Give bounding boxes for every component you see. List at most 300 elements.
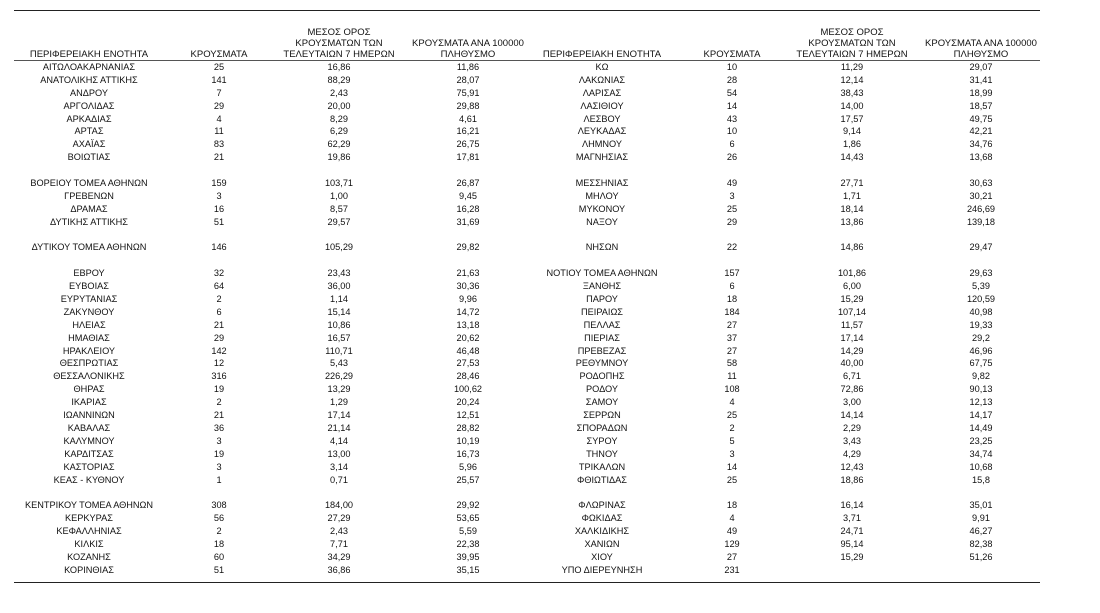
- cell-region: ΧΑΛΚΙΔΙΚΗΣ: [574, 526, 630, 537]
- cell-avg7: 34,29: [327, 551, 351, 562]
- top-rule: [14, 10, 1040, 11]
- cell-cases: 51: [213, 564, 225, 575]
- cell-region: ΔΥΤΙΚΟΥ ΤΟΜΕΑ ΑΘΗΝΩΝ: [31, 242, 147, 253]
- cell-avg7: 14,43: [840, 152, 864, 163]
- cell-avg7: 62,29: [327, 139, 351, 150]
- cell-cases: 37: [726, 332, 738, 343]
- cell-avg7: 2,43: [330, 526, 348, 537]
- table-row: [14, 474, 527, 487]
- cell-per100k: 139,18: [966, 216, 996, 227]
- cell-region: ΗΜΑΘΙΑΣ: [68, 332, 110, 343]
- cell-cases: 108: [724, 384, 740, 395]
- cell-region: ΛΑΣΙΘΙΟΥ: [580, 100, 624, 111]
- cell-cases: 4: [729, 513, 735, 524]
- cell-region: ΛΑΚΩΝΙΑΣ: [578, 74, 626, 85]
- cell-region: ΦΛΩΡΙΝΑΣ: [578, 500, 626, 511]
- cell-per100k: 29,92: [456, 500, 480, 511]
- cell-region: ΣΑΜΟΥ: [585, 397, 619, 408]
- cell-avg7: 11,29: [840, 62, 864, 72]
- cell-per100k: 46,27: [969, 526, 993, 537]
- cell-cases: 29: [213, 100, 225, 111]
- cell-avg7: 6,29: [330, 126, 348, 137]
- table-row: [14, 525, 527, 538]
- cell-per100k: 10,19: [456, 435, 480, 446]
- cell-region: ΑΧΑΪΑΣ: [72, 139, 106, 150]
- cell-region: ΚΑΒΑΛΑΣ: [67, 422, 111, 433]
- cell-per100k: 31,41: [969, 74, 993, 85]
- cell-per100k: 22,38: [456, 538, 480, 549]
- cell-per100k: 9,96: [459, 294, 477, 305]
- cell-region: ΘΕΣΠΡΩΤΙΑΣ: [59, 358, 119, 369]
- cell-per100k: 9,91: [972, 513, 990, 524]
- cell-per100k: 34,76: [969, 139, 993, 150]
- cell-avg7: 21,14: [327, 422, 351, 433]
- cell-region: ΠΙΕΡΙΑΣ: [584, 332, 620, 343]
- table-row: [14, 87, 527, 100]
- cell-cases: 308: [211, 500, 227, 511]
- cell-region: ΞΑΝΘΗΣ: [582, 281, 622, 292]
- cell-avg7: 1,86: [843, 139, 861, 150]
- cell-cases: 60: [213, 551, 225, 562]
- cell-per100k: 16,28: [456, 203, 480, 214]
- cell-avg7: 3,43: [843, 435, 861, 446]
- cell-cases: 21: [213, 152, 225, 163]
- cell-per100k: 23,25: [969, 435, 993, 446]
- cell-region: ΙΩΑΝΝΙΝΩΝ: [63, 410, 115, 421]
- cell-cases: 157: [724, 268, 740, 279]
- cell-avg7: 16,57: [327, 332, 351, 343]
- table-row: [14, 512, 527, 525]
- table-row: [14, 241, 527, 254]
- cell-per100k: 25,57: [456, 474, 480, 485]
- cell-cases: 3: [216, 435, 222, 446]
- cell-cases: 43: [726, 113, 738, 124]
- table-row: [527, 345, 1040, 358]
- cell-cases: 231: [724, 564, 740, 575]
- cell-avg7: 14,14: [840, 410, 864, 421]
- cell-cases: 22: [726, 242, 738, 253]
- cell-per100k: 5,96: [459, 461, 477, 472]
- table-row: [14, 74, 527, 87]
- table-row: [527, 551, 1040, 564]
- cell-cases: 2: [729, 422, 735, 433]
- table-row: [527, 564, 1040, 577]
- cell-cases: 159: [211, 178, 227, 189]
- cell-region: ΣΥΡΟΥ: [586, 435, 618, 446]
- cell-cases: 21: [213, 410, 225, 421]
- cell-per100k: 5,59: [459, 526, 477, 537]
- table-row: [527, 409, 1040, 422]
- cell-per100k: 29,88: [456, 100, 480, 111]
- cell-cases: 27: [726, 551, 738, 562]
- header-cases: ΚΡΟΥΣΜΑΤΑ: [190, 49, 248, 60]
- cell-per100k: 28,82: [456, 422, 480, 433]
- cell-avg7: 6,71: [843, 371, 861, 382]
- cell-region: ΤΡΙΚΑΛΩΝ: [578, 461, 626, 472]
- header-avg7: ΜΕΣΟΣ ΟΡΟΣ ΚΡΟΥΣΜΑΤΩΝ ΤΩΝ ΤΕΛΕΥΤΑΙΩΝ 7 ΗΜΕΡΩΝ: [283, 27, 395, 60]
- cell-cases: 25: [726, 410, 738, 421]
- cell-cases: 10: [726, 126, 738, 137]
- cell-avg7: 1,71: [843, 190, 861, 201]
- cell-region: ΒΟΙΩΤΙΑΣ: [67, 152, 111, 163]
- cell-region: ΠΕΙΡΑΙΩΣ: [581, 306, 623, 317]
- cell-region: ΦΘΙΩΤΙΔΑΣ: [576, 474, 627, 485]
- cell-avg7: 17,14: [327, 410, 351, 421]
- cell-avg7: 9,14: [843, 126, 861, 137]
- cell-per100k: 21,63: [456, 268, 480, 279]
- cell-per100k: 18,99: [969, 87, 993, 98]
- cell-region: ΠΑΡΟΥ: [586, 294, 618, 305]
- cell-cases: 51: [213, 216, 225, 227]
- cell-avg7: 13,29: [327, 384, 351, 395]
- table-row: [14, 177, 527, 190]
- table-row: [527, 177, 1040, 190]
- table-row: [14, 383, 527, 396]
- cell-region: ΑΙΤΩΛΟΑΚΑΡΝΑΝΙΑΣ: [42, 62, 136, 72]
- cell-avg7: 105,29: [324, 242, 354, 253]
- cell-cases: 25: [726, 474, 738, 485]
- spacer-row: [14, 164, 527, 177]
- cell-cases: 19: [213, 384, 225, 395]
- cell-per100k: 16,73: [456, 448, 480, 459]
- cell-cases: 27: [726, 319, 738, 330]
- cell-region: ΙΚΑΡΙΑΣ: [71, 397, 107, 408]
- cell-region: ΚΙΛΚΙΣ: [74, 538, 104, 549]
- cell-region: ΖΑΚΥΝΘΟΥ: [63, 306, 115, 317]
- cell-region: ΑΡΓΟΛΙΔΑΣ: [63, 100, 115, 111]
- cell-per100k: 29,07: [969, 62, 993, 72]
- cell-region: ΘΕΣΣΑΛΟΝΙΚΗΣ: [53, 371, 125, 382]
- header-per100k: ΚΡΟΥΣΜΑΤΑ ΑΝΑ 100000 ΠΛΗΘΥΣΜΟ: [412, 38, 524, 60]
- cell-avg7: 15,29: [840, 294, 864, 305]
- cell-avg7: 16,14: [840, 500, 864, 511]
- spacer-row: [527, 486, 1040, 499]
- cell-cases: 4: [216, 113, 222, 124]
- table-row: [14, 370, 527, 383]
- cell-avg7: 17,14: [840, 332, 864, 343]
- cell-avg7: 15,14: [327, 306, 351, 317]
- cell-per100k: 13,68: [969, 152, 993, 163]
- table-row: [14, 409, 527, 422]
- cell-cases: 2: [216, 526, 222, 537]
- cell-per100k: 16,21: [456, 126, 480, 137]
- cell-cases: 11: [727, 371, 737, 382]
- cell-avg7: 12,14: [840, 74, 864, 85]
- cell-per100k: 14,72: [456, 306, 480, 317]
- header-per100k: ΚΡΟΥΣΜΑΤΑ ΑΝΑ 100000 ΠΛΗΘΥΣΜΟ: [925, 38, 1037, 60]
- cell-region: ΧΙΟΥ: [591, 551, 613, 562]
- cell-region: ΡΟΔΟΠΗΣ: [579, 371, 625, 382]
- cell-per100k: 12,51: [456, 410, 480, 421]
- cell-cases: 49: [726, 526, 738, 537]
- table-row: [527, 370, 1040, 383]
- cell-per100k: 5,39: [972, 281, 990, 292]
- cell-region: ΚΑΛΥΜΝΟΥ: [63, 435, 115, 446]
- cell-avg7: 8,29: [330, 113, 348, 124]
- cell-region: ΕΒΡΟΥ: [73, 268, 105, 279]
- cell-avg7: 2,29: [843, 422, 861, 433]
- cell-per100k: 82,38: [969, 538, 993, 549]
- cell-region: ΜΑΓΝΗΣΙΑΣ: [575, 152, 629, 163]
- cell-region: ΣΕΡΡΩΝ: [583, 410, 621, 421]
- table-row: [527, 267, 1040, 280]
- table-row: [14, 357, 527, 370]
- table-row: [527, 538, 1040, 551]
- cell-region: ΔΡΑΜΑΣ: [70, 203, 108, 214]
- cell-per100k: 49,75: [969, 113, 993, 124]
- cell-per100k: 46,96: [969, 345, 993, 356]
- cell-per100k: 42,21: [969, 126, 993, 137]
- table-row: [14, 422, 527, 435]
- cell-avg7: 88,29: [327, 74, 351, 85]
- right-rows: [527, 61, 1040, 577]
- table-row: [14, 538, 527, 551]
- cell-per100k: 9,45: [459, 190, 477, 201]
- header-region: ΠΕΡΙΦΕΡΕΙΑΚΗ ΕΝΟΤΗΤΑ: [542, 49, 662, 60]
- cell-per100k: 28,07: [456, 74, 480, 85]
- spacer-row: [14, 486, 527, 499]
- cell-per100k: 10,68: [969, 461, 993, 472]
- cell-cases: 146: [211, 242, 227, 253]
- header-avg7: ΜΕΣΟΣ ΟΡΟΣ ΚΡΟΥΣΜΑΤΩΝ ΤΩΝ ΤΕΛΕΥΤΑΙΩΝ 7 ΗΜΕΡΩΝ: [796, 27, 908, 60]
- cell-cases: 32: [213, 268, 225, 279]
- table-row: [527, 448, 1040, 461]
- cell-per100k: 4,61: [459, 113, 477, 124]
- cell-avg7: 72,86: [840, 384, 864, 395]
- cell-region: ΚΟΡΙΝΘΙΑΣ: [64, 564, 114, 575]
- table-row: [527, 138, 1040, 151]
- table-row: [14, 551, 527, 564]
- cell-region: ΜΗΛΟΥ: [585, 190, 619, 201]
- cell-region: ΕΥΡΥΤΑΝΙΑΣ: [60, 294, 118, 305]
- spacer-row: [14, 254, 527, 267]
- cell-cases: 18: [726, 294, 738, 305]
- table-row: [527, 319, 1040, 332]
- cell-region: ΗΡΑΚΛΕΙΟΥ: [62, 345, 116, 356]
- header-rule: [14, 60, 1040, 61]
- cell-per100k: 31,69: [456, 216, 480, 227]
- table-row: [527, 280, 1040, 293]
- table-row: [527, 87, 1040, 100]
- cell-cases: 49: [726, 178, 738, 189]
- cell-region: ΛΕΣΒΟΥ: [583, 113, 621, 124]
- cell-region: ΗΛΕΙΑΣ: [72, 319, 106, 330]
- table-row: [14, 293, 527, 306]
- cell-per100k: 29,2: [972, 332, 990, 343]
- table-row: [14, 461, 527, 474]
- table-row: [527, 396, 1040, 409]
- cell-avg7: 226,29: [324, 371, 354, 382]
- table-row: [14, 203, 527, 216]
- cell-region: ΚΑΣΤΟΡΙΑΣ: [63, 461, 115, 472]
- cell-avg7: 15,29: [840, 551, 864, 562]
- cell-region: ΚΑΡΔΙΤΣΑΣ: [64, 448, 114, 459]
- cell-per100k: 35,01: [969, 500, 993, 511]
- cell-cases: 26: [726, 152, 738, 163]
- cell-cases: 11: [214, 126, 224, 137]
- cell-avg7: 14,29: [840, 345, 864, 356]
- cell-cases: 4: [729, 397, 735, 408]
- cell-cases: 142: [211, 345, 227, 356]
- cell-avg7: 23,43: [327, 268, 351, 279]
- table-row: [527, 422, 1040, 435]
- cell-region: ΚΟΖΑΝΗΣ: [67, 551, 111, 562]
- table-row: [527, 461, 1040, 474]
- table-row: [527, 113, 1040, 126]
- table-row: [14, 499, 527, 512]
- cell-cases: 3: [729, 190, 735, 201]
- cell-per100k: 34,74: [969, 448, 993, 459]
- cell-avg7: 3,00: [843, 397, 861, 408]
- cell-avg7: 10,86: [327, 319, 351, 330]
- table-row: [527, 383, 1040, 396]
- cell-region: ΥΠΟ ΔΙΕΡΕΥΝΗΣΗ: [561, 564, 643, 575]
- cell-region: ΣΠΟΡΑΔΩΝ: [576, 422, 628, 433]
- cell-region: ΔΥΤΙΚΗΣ ΑΤΤΙΚΗΣ: [50, 216, 128, 227]
- cell-avg7: 38,43: [840, 87, 864, 98]
- cell-cases: 6: [216, 306, 222, 317]
- table-row: [527, 474, 1040, 487]
- bottom-rule: [14, 582, 1040, 583]
- table-row: [14, 306, 527, 319]
- cell-avg7: 101,86: [837, 268, 867, 279]
- cell-per100k: 14,49: [969, 422, 993, 433]
- cell-avg7: 14,86: [840, 242, 864, 253]
- table-row: [527, 61, 1040, 74]
- cell-per100k: 120,59: [966, 294, 996, 305]
- cell-avg7: 0,71: [330, 474, 348, 485]
- table-row: [527, 525, 1040, 538]
- cell-region: ΚΕΡΚΥΡΑΣ: [65, 513, 113, 524]
- table-row: [527, 190, 1040, 203]
- cell-region: ΑΡΚΑΔΙΑΣ: [66, 113, 112, 124]
- cell-cases: 21: [213, 319, 225, 330]
- cell-per100k: 246,69: [966, 203, 996, 214]
- cell-region: ΑΝΑΤΟΛΙΚΗΣ ΑΤΤΙΚΗΣ: [40, 74, 138, 85]
- cell-per100k: 30,21: [969, 190, 993, 201]
- table-row: [527, 293, 1040, 306]
- spacer-row: [527, 254, 1040, 267]
- cell-per100k: 100,62: [453, 384, 483, 395]
- cell-cases: 36: [213, 422, 225, 433]
- table-row: [14, 100, 527, 113]
- table-row: [527, 74, 1040, 87]
- cell-per100k: 40,98: [969, 306, 993, 317]
- cell-cases: 18: [726, 500, 738, 511]
- cell-per100k: 35,15: [456, 564, 480, 575]
- cell-per100k: 29,47: [969, 242, 993, 253]
- cell-cases: 12: [213, 358, 225, 369]
- table-row: [527, 241, 1040, 254]
- cell-region: ΚΩ: [595, 62, 609, 72]
- cell-per100k: 51,26: [969, 551, 993, 562]
- cell-cases: 27: [726, 345, 738, 356]
- table-row: [14, 564, 527, 577]
- table-row: [527, 512, 1040, 525]
- cell-avg7: 17,57: [840, 113, 864, 124]
- cell-per100k: 12,13: [969, 397, 993, 408]
- cell-per100k: 20,62: [456, 332, 480, 343]
- table-row: [527, 499, 1040, 512]
- cell-avg7: 16,86: [327, 62, 351, 72]
- table-row: [14, 332, 527, 345]
- cell-cases: 29: [213, 332, 225, 343]
- spacer-row: [527, 229, 1040, 242]
- cell-per100k: 26,87: [456, 178, 480, 189]
- cell-region: ΚΕΝΤΡΙΚΟΥ ΤΟΜΕΑ ΑΘΗΝΩΝ: [24, 500, 154, 511]
- cell-avg7: 6,00: [843, 281, 861, 292]
- cell-avg7: 11,57: [840, 319, 864, 330]
- cell-cases: 141: [211, 74, 227, 85]
- cell-avg7: 3,14: [330, 461, 348, 472]
- header-region: ΠΕΡΙΦΕΡΕΙΑΚΗ ΕΝΟΤΗΤΑ: [29, 49, 149, 60]
- cell-avg7: 8,57: [330, 203, 348, 214]
- cell-region: ΓΡΕΒΕΝΩΝ: [64, 190, 114, 201]
- table-row: [14, 190, 527, 203]
- cell-per100k: 14,17: [969, 410, 993, 421]
- cell-per100k: 29,82: [456, 242, 480, 253]
- cell-per100k: 26,75: [456, 139, 480, 150]
- table-row: [14, 267, 527, 280]
- cell-cases: 316: [211, 371, 227, 382]
- table-row: [14, 61, 527, 74]
- cell-per100k: 30,36: [456, 281, 480, 292]
- cell-cases: 129: [724, 538, 740, 549]
- cell-avg7: 36,86: [327, 564, 351, 575]
- cell-per100k: 28,46: [456, 371, 480, 382]
- left-rows: [14, 61, 527, 577]
- cell-per100k: 90,13: [969, 384, 993, 395]
- table-row: [527, 203, 1040, 216]
- cell-avg7: 1,29: [330, 397, 348, 408]
- cell-avg7: 12,43: [840, 461, 864, 472]
- cell-region: ΚΕΑΣ - ΚΥΘΝΟΥ: [53, 474, 125, 485]
- cell-avg7: 13,00: [327, 448, 351, 459]
- cell-per100k: 29,63: [969, 268, 993, 279]
- cell-avg7: 5,43: [330, 358, 348, 369]
- cell-avg7: 95,14: [840, 538, 864, 549]
- cell-region: ΘΗΡΑΣ: [73, 384, 105, 395]
- cell-avg7: 2,43: [330, 87, 348, 98]
- cell-cases: 25: [213, 62, 225, 72]
- cell-cases: 5: [729, 435, 735, 446]
- cell-cases: 83: [213, 139, 225, 150]
- cell-cases: 2: [216, 294, 222, 305]
- cell-per100k: 30,63: [969, 178, 993, 189]
- cell-region: ΛΑΡΙΣΑΣ: [582, 87, 622, 98]
- cell-cases: 7: [216, 87, 222, 98]
- cell-cases: 18: [213, 538, 225, 549]
- cell-avg7: 13,86: [840, 216, 864, 227]
- cell-cases: 28: [726, 74, 738, 85]
- cell-per100k: 20,24: [456, 397, 480, 408]
- cell-avg7: 7,71: [330, 538, 348, 549]
- cell-region: ΑΡΤΑΣ: [74, 126, 104, 137]
- cell-avg7: 3,71: [843, 513, 861, 524]
- cell-per100k: 75,91: [456, 87, 480, 98]
- cell-per100k: 15,8: [972, 474, 990, 485]
- cell-avg7: 24,71: [840, 526, 864, 537]
- cell-region: ΠΕΛΛΑΣ: [583, 319, 621, 330]
- table-row: [14, 280, 527, 293]
- cell-cases: 3: [216, 461, 222, 472]
- cell-cases: 3: [216, 190, 222, 201]
- cell-region: ΧΑΝΙΩΝ: [584, 538, 620, 549]
- cell-per100k: 46,48: [456, 345, 480, 356]
- cell-avg7: 184,00: [324, 500, 354, 511]
- cell-per100k: 19,33: [969, 319, 993, 330]
- cell-cases: 2: [216, 397, 222, 408]
